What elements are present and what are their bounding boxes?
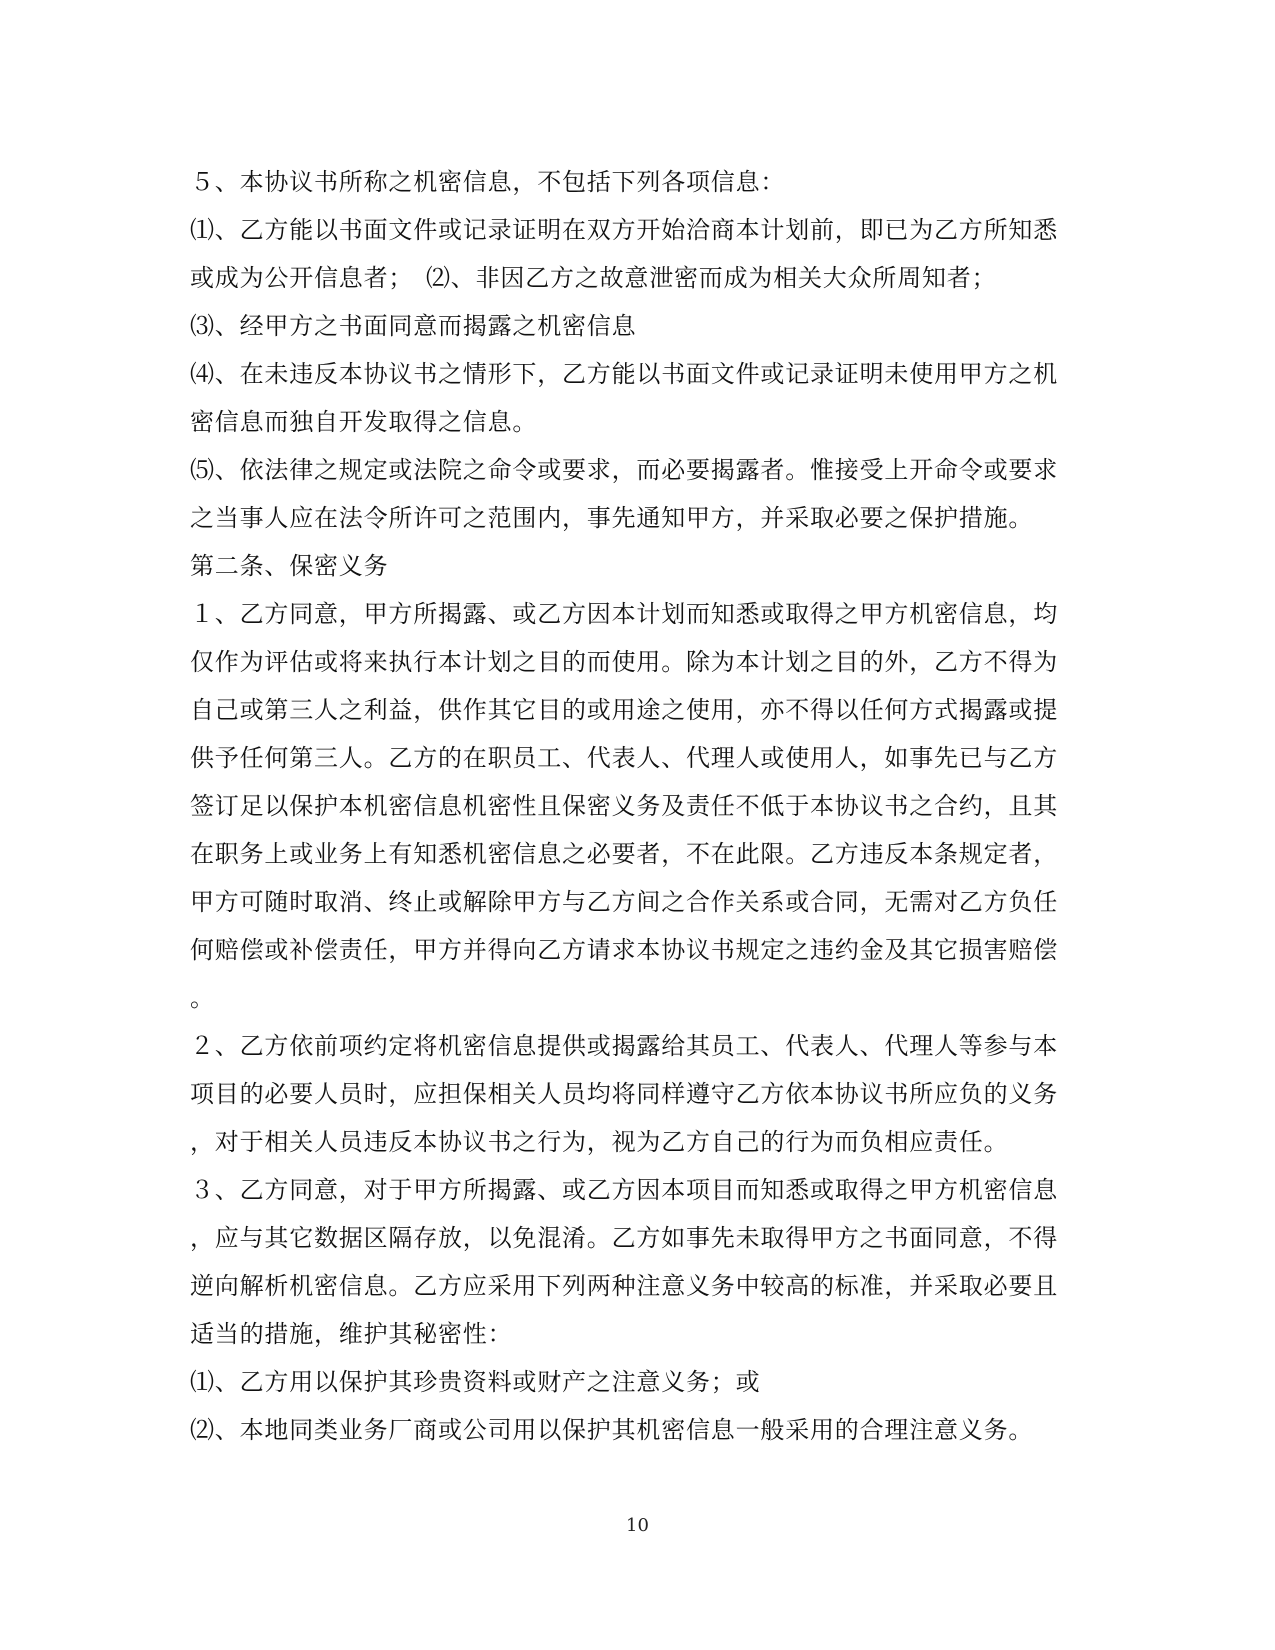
text-line: 何赔偿或补偿责任，甲方并得向乙方请求本协议书规定之违约金及其它损害赔偿	[190, 936, 1058, 964]
text-line: ２、乙方依前项约定将机密信息提供或揭露给其员工、代表人、代理人等参与本	[190, 1032, 1058, 1060]
text-line: 项目的必要人员时，应担保相关人员均将同样遵守乙方依本协议书所应负的义务	[190, 1080, 1058, 1108]
text-line: ⑶、经甲方之书面同意而揭露之机密信息	[190, 312, 637, 340]
text-line: 在职务上或业务上有知悉机密信息之必要者，不在此限。乙方违反本条规定者，	[190, 840, 1058, 868]
text-line: ⑴、乙方用以保护其珍贵资料或财产之注意义务；或	[190, 1368, 761, 1396]
text-line: １、乙方同意，甲方所揭露、或乙方因本计划而知悉或取得之甲方机密信息，均	[190, 600, 1058, 628]
text-line: ⑵、本地同类业务厂商或公司用以保护其机密信息一般采用的合理注意义务。	[190, 1416, 1034, 1444]
text-line: ，对于相关人员违反本协议书之行为，视为乙方自己的行为而负相应责任。	[190, 1128, 1009, 1156]
text-line: 自己或第三人之利益，供作其它目的或用途之使用，亦不得以任何方式揭露或提	[190, 696, 1058, 724]
text-line: 适当的措施，维护其秘密性：	[190, 1320, 513, 1348]
text-line: 甲方可随时取消、终止或解除甲方与乙方间之合作关系或合同，无需对乙方负任	[190, 888, 1058, 916]
text-line: ，应与其它数据区隔存放，以免混淆。乙方如事先未取得甲方之书面同意，不得	[190, 1224, 1058, 1252]
text-line: 仅作为评估或将来执行本计划之目的而使用。除为本计划之目的外，乙方不得为	[190, 648, 1058, 676]
text-line: ⑴、乙方能以书面文件或记录证明在双方开始洽商本计划前，即已为乙方所知悉	[190, 216, 1058, 244]
text-line: 之当事人应在法令所许可之范围内，事先通知甲方，并采取必要之保护措施。	[190, 504, 1034, 532]
section-heading: 第二条、保密义务	[190, 552, 389, 580]
page-number: 10	[626, 1515, 649, 1536]
text-line: 。	[190, 984, 215, 1012]
text-line: 签订足以保护本机密信息机密性且保密义务及责任不低于本协议书之合约，且其	[190, 792, 1058, 820]
text-line: ⑸、依法律之规定或法院之命令或要求，而必要揭露者。惟接受上开命令或要求	[190, 456, 1058, 484]
text-line: 供予任何第三人。乙方的在职员工、代表人、代理人或使用人，如事先已与乙方	[190, 744, 1058, 772]
text-line: 或成为公开信息者； ⑵、非因乙方之故意泄密而成为相关大众所周知者；	[190, 264, 997, 292]
document-body	[190, 158, 1095, 1454]
text-line: 密信息而独自开发取得之信息。	[190, 408, 538, 436]
text-line: ３、乙方同意，对于甲方所揭露、或乙方因本项目而知悉或取得之甲方机密信息	[190, 1176, 1058, 1204]
text-line: 逆向解析机密信息。乙方应采用下列两种注意义务中较高的标准，并采取必要且	[190, 1272, 1058, 1300]
text-line: ⑷、在未违反本协议书之情形下，乙方能以书面文件或记录证明未使用甲方之机	[190, 360, 1058, 388]
text-line: ５、本协议书所称之机密信息，不包括下列各项信息：	[190, 168, 786, 196]
